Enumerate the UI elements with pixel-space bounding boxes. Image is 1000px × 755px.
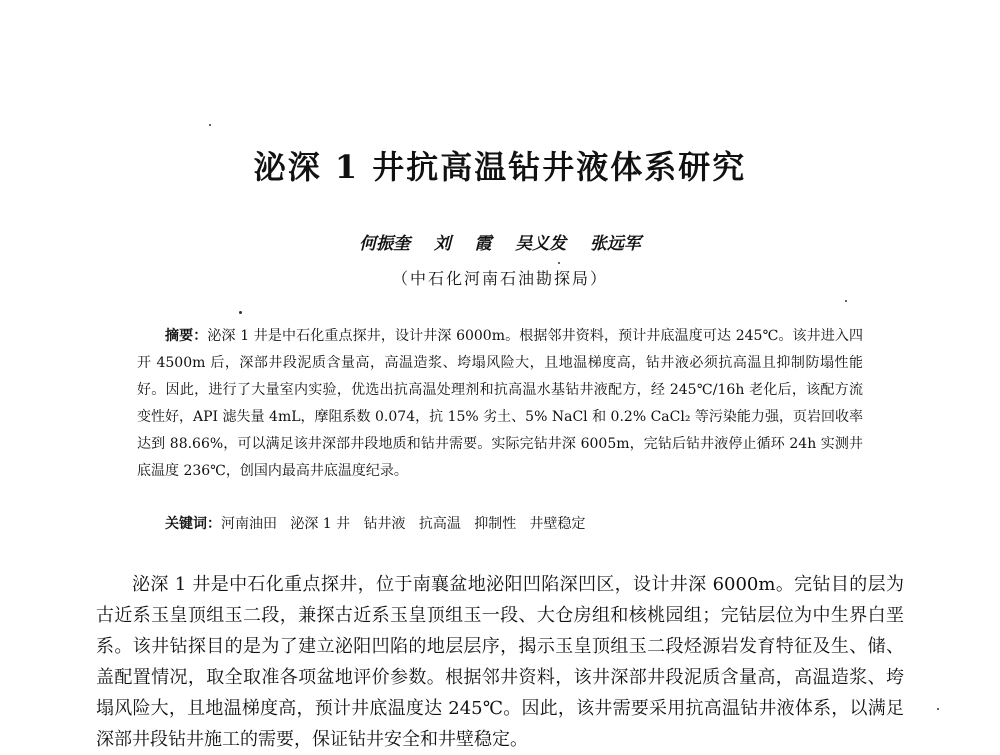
keywords-text: 河南油田 泌深 1 井 钻井液 抗高温 抑制性 井壁稳定 <box>221 516 586 532</box>
scan-speck <box>845 300 847 302</box>
abstract-paragraph <box>137 323 863 485</box>
keywords-line <box>165 511 865 538</box>
abstract-text: 泌深 1 井是中石化重点探井，设计井深 6000m。根据邻井资料，预计井底温度可达 245℃。该井进入四开 4500m 后，深部井段泥质含量高，高温造浆、垮塌风险大，且地温梯度高，钻井液必须抗高温且抑制防塌性能好。因此，进行了大量室内实验，优选出抗高温处理剂和抗高温水基钻井液配方，经 245℃/16h 老化后，该配方流变性好，API 滤失量 4mL，摩阻系数 0.074，抗 15% 劣土、5% NaCl 和 0.2% CaCl₂ 等污染能力强，页岩回收率达到 88.66%，可以满足该井深部井段地质和钻井需要。实际完钻井深 6005m，完钻后钻井液停止循环 24h 实测井底温度 236℃，创国内最高井底温度纪录。 <box>137 328 864 479</box>
keywords-label: 关键词： <box>165 516 221 532</box>
scan-speck <box>937 708 939 710</box>
paper-authors: 何振奎 刘 霞 吴义发 张远军 <box>359 234 641 254</box>
abstract-label: 摘要： <box>165 328 208 344</box>
paper-affiliation: （中石化河南石油勘探局） <box>391 269 608 288</box>
scan-speck <box>239 311 242 314</box>
scan-speck <box>558 262 560 264</box>
paper-title: 泌深 1 井抗高温钻井液体系研究 <box>253 148 747 186</box>
body-paragraph: 泌深 1 井是中石化重点探井，位于南襄盆地泌阳凹陷深凹区，设计井深 6000m。完钻目的层为古近系玉皇顶组玉二段，兼探古近系玉皇顶组玉一段、大仓房组和核桃园组；完钻层位为中生界白垩系。该井钻探目的是为了建立泌阳凹陷的地层层序，揭示玉皇顶组玉二段烃源岩发育特征及生、储、盖配置情况，取全取准各项盆地评价参数。根据邻井资料，该井深部井段泥质含量高，高温造浆、垮塌风险大，且地温梯度高，预计井底温度达 245℃。因此，该井需要采用抗高温钻井液体系，以满足深部井段钻井施工的需要，保证钻井安全和井壁稳定。 <box>96 574 904 750</box>
scan-speck <box>209 124 211 126</box>
